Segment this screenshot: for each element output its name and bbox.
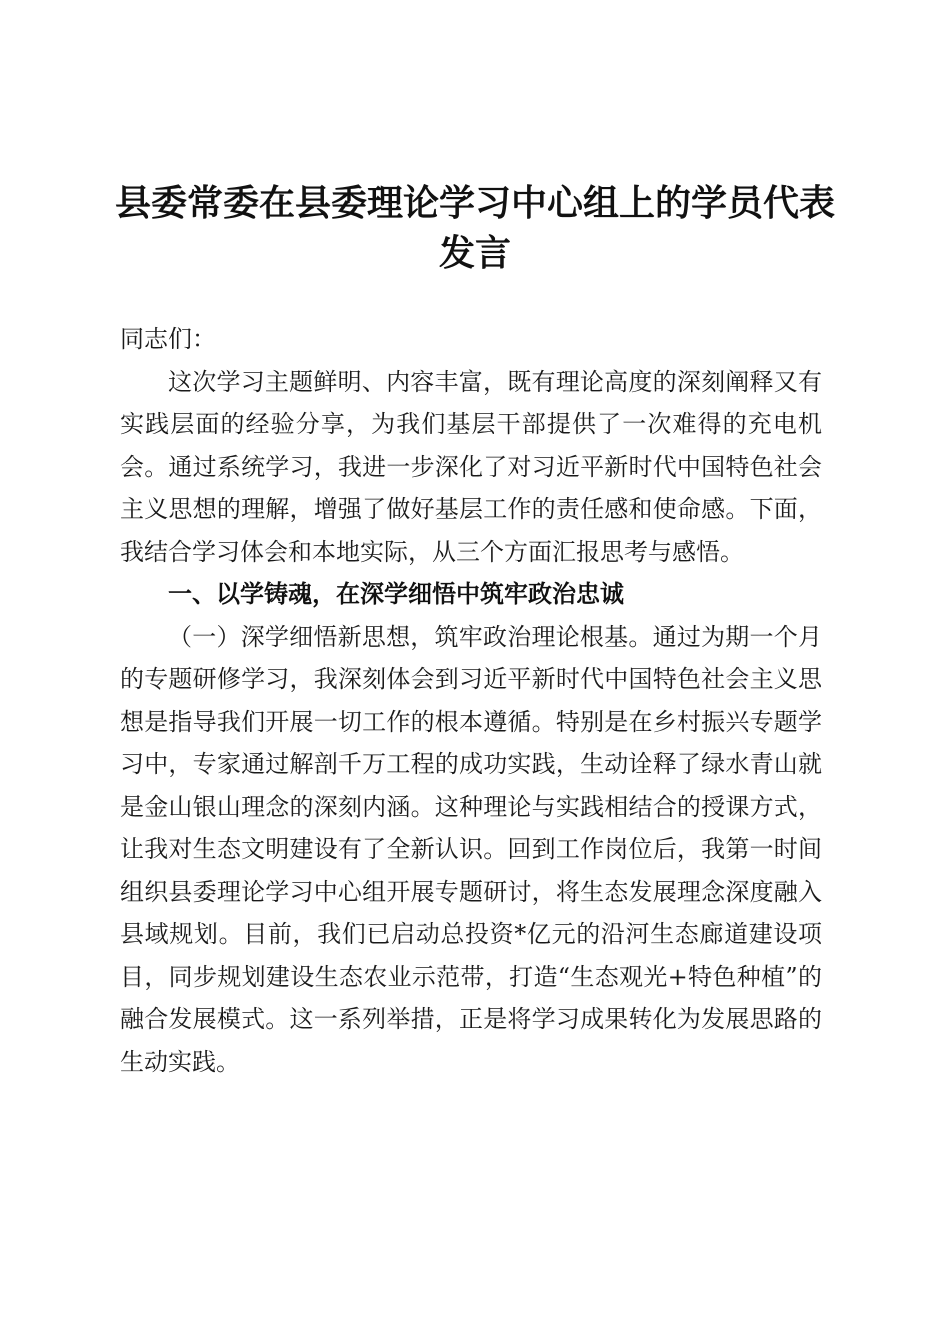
- salutation: 同志们：: [120, 325, 216, 353]
- document-body: [120, 318, 822, 1083]
- intro-paragraph: 这次学习主题鲜明、内容丰富，既有理论高度的深刻阐释又有实践层面的经验分享，为我们基层干部提供了一次难得的充电机会。通过系统学习，我进一步深化了对习近平新时代中国特色社会主义思想的理解，增强了做好基层工作的责任感和使命感。下面，我结合学习体会和本地实际，从三个方面汇报思考与感悟。: [120, 367, 822, 566]
- section-1-paragraph-1: （一）深学细悟新思想，筑牢政治理论根基。通过为期一个月的专题研修学习，我深刻体会到习近平新时代中国特色社会主义思想是指导我们开展一切工作的根本遵循。特别是在乡村振兴专题学习中，专家通过解剖千万工程的成功实践，生动诠释了绿水青山就是金山银山理念的深刻内涵。这种理论与实践相结合的授课方式，让我对生态文明建设有了全新认识。回到工作岗位后，我第一时间组织县委理论学习中心组开展专题研讨，将生态发展理念深度融入县域规划。目前，我们已启动总投资*亿元的沿河生态廊道建设项目，同步规划建设生态农业示范带，打造“生态观光+特色种植”的融合发展模式。这一系列举措，正是将学习成果转化为发展思路的生动实践。: [120, 622, 822, 1076]
- document-title: 县委常委在县委理论学习中心组上的学员代表发言: [114, 182, 835, 274]
- section-1-heading: 一、以学铸魂，在深学细悟中筑牢政治忠诚: [168, 580, 624, 608]
